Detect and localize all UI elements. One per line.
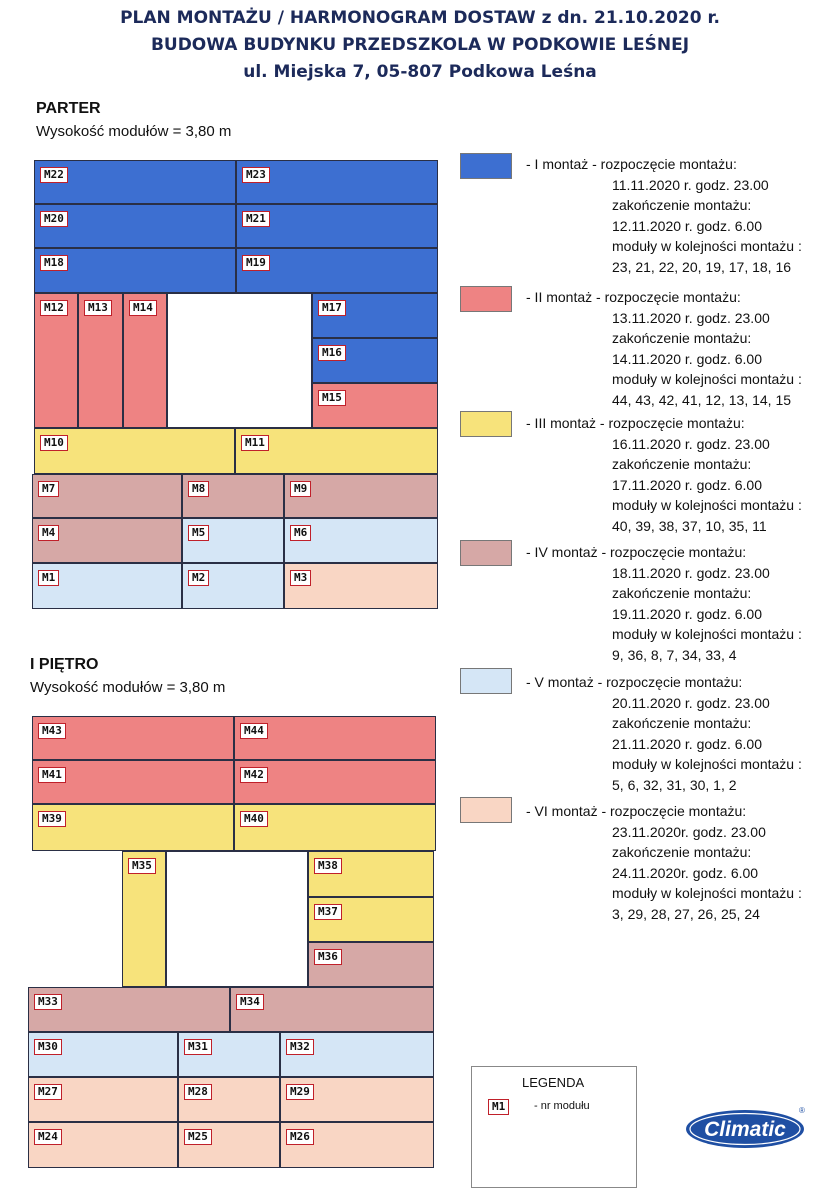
module-tag: M9 <box>290 481 311 497</box>
module-tag: M7 <box>38 481 59 497</box>
module-tag: M12 <box>40 300 68 316</box>
module-tag: M40 <box>240 811 268 827</box>
module-m29 <box>280 1077 434 1122</box>
module-m20 <box>34 204 236 248</box>
module-m31 <box>178 1032 280 1077</box>
phase-iii-end-label: zakończenie montażu: <box>612 456 752 472</box>
module-m35 <box>122 851 166 987</box>
phase-iii-order-label: moduły w kolejności montażu : <box>612 497 802 513</box>
doc-title-line3: ul. Miejska 7, 05-807 Podkowa Leśna <box>243 62 597 82</box>
phase-iv-end-label: zakończenie montażu: <box>612 585 752 601</box>
phase-iv-order-label: moduły w kolejności montażu : <box>612 626 802 642</box>
phase-iv-start: 18.11.2020 r. godz. 23.00 <box>612 564 770 581</box>
module-tag: M28 <box>184 1084 212 1100</box>
module-tag: M8 <box>188 481 209 497</box>
module-m7 <box>32 474 182 518</box>
module-m40 <box>234 804 436 851</box>
module-tag: M41 <box>38 767 66 783</box>
climatic-logo <box>684 1104 810 1152</box>
parter-courtyard <box>167 293 312 428</box>
module-tag: M13 <box>84 300 112 316</box>
phase-iv-swatch <box>460 540 512 566</box>
module-tag: M23 <box>242 167 270 183</box>
doc-title-line2: BUDOWA BUDYNKU PRZEDSZKOLA W PODKOWIE LEŚNEJ <box>150 35 690 55</box>
module-tag: M15 <box>318 390 346 406</box>
phase-v-order: 5, 6, 32, 31, 30, 1, 2 <box>612 776 737 793</box>
phase-vi-line1: - VI montaż - rozpoczęcie montażu: <box>526 803 747 819</box>
module-m17 <box>312 293 438 338</box>
module-tag: M39 <box>38 811 66 827</box>
module-tag: M6 <box>290 525 311 541</box>
phase-i-end: 12.11.2020 r. godz. 6.00 <box>612 217 762 234</box>
module-m28 <box>178 1077 280 1122</box>
phase-vi-order-label: moduły w kolejności montażu : <box>612 885 802 901</box>
module-tag: M10 <box>40 435 68 451</box>
module-m2 <box>182 563 284 609</box>
module-tag: M3 <box>290 570 311 586</box>
phase-iv-text <box>526 542 802 665</box>
module-m32 <box>280 1032 434 1077</box>
phase-i-order-label: moduły w kolejności montażu : <box>612 238 802 254</box>
module-tag: M21 <box>242 211 270 227</box>
module-tag: M44 <box>240 723 268 739</box>
module-tag: M16 <box>318 345 346 361</box>
module-tag: M34 <box>236 994 264 1010</box>
phase-ii-text <box>526 287 802 410</box>
legend-box <box>471 1066 637 1188</box>
legend-sample-tag: M1 <box>488 1099 509 1115</box>
legend-title: LEGENDA <box>522 1075 585 1090</box>
module-m15 <box>312 383 438 428</box>
module-tag: M29 <box>286 1084 314 1100</box>
module-m11 <box>235 428 438 474</box>
module-tag: M37 <box>314 904 342 920</box>
module-m26 <box>280 1122 434 1168</box>
phase-iv-line1: - IV montaż - rozpoczęcie montażu: <box>526 544 747 560</box>
module-tag: M14 <box>129 300 157 316</box>
module-m27 <box>28 1077 178 1122</box>
module-m19 <box>236 248 438 293</box>
module-tag: M35 <box>128 858 156 874</box>
module-m1 <box>32 563 182 609</box>
phase-v-text <box>526 672 802 795</box>
pietro-courtyard <box>166 851 308 987</box>
logo-text: Climatic <box>704 1118 786 1141</box>
module-m39 <box>32 804 234 851</box>
module-m21 <box>236 204 438 248</box>
module-tag: M27 <box>34 1084 62 1100</box>
module-tag: M30 <box>34 1039 62 1055</box>
module-tag: M11 <box>241 435 269 451</box>
phase-v-end-label: zakończenie montażu: <box>612 715 752 731</box>
phase-i-end-label: zakończenie montażu: <box>612 197 752 213</box>
module-m43 <box>32 716 234 760</box>
phase-v-end: 21.11.2020 r. godz. 6.00 <box>612 735 762 752</box>
module-tag: M36 <box>314 949 342 965</box>
phase-vi-start: 23.11.2020r. godz. 23.00 <box>612 823 766 840</box>
phase-i-start: 11.11.2020 r. godz. 23.00 <box>612 176 769 193</box>
phase-vi-end-label: zakończenie montażu: <box>612 844 752 860</box>
phase-iv-end: 19.11.2020 r. godz. 6.00 <box>612 605 762 622</box>
phase-ii-order: 44, 43, 42, 41, 12, 13, 14, 15 <box>612 391 792 408</box>
phase-vi-order: 3, 29, 28, 27, 26, 25, 24 <box>612 905 760 922</box>
module-m42 <box>234 760 436 804</box>
module-tag: M18 <box>40 255 68 271</box>
module-m30 <box>28 1032 178 1077</box>
phase-vi-end: 24.11.2020r. godz. 6.00 <box>612 864 759 881</box>
phase-iii-text <box>526 413 802 536</box>
module-m3 <box>284 563 438 609</box>
module-tag: M24 <box>34 1129 62 1145</box>
module-tag: M25 <box>184 1129 212 1145</box>
phase-i-swatch <box>460 153 512 179</box>
pietro-height: Wysokość modułów = 3,80 m <box>30 679 226 696</box>
module-m41 <box>32 760 234 804</box>
phase-ii-line1: - II montaż - rozpoczęcie montażu: <box>526 289 741 305</box>
module-m22 <box>34 160 236 204</box>
phase-iii-end: 17.11.2020 r. godz. 6.00 <box>612 476 762 493</box>
parter-title: PARTER <box>36 100 101 117</box>
module-m13 <box>78 293 123 428</box>
doc-title-line1: PLAN MONTAŻU / HARMONOGRAM DOSTAW z dn. 21.10.2020 r. <box>120 8 720 28</box>
phase-v-order-label: moduły w kolejności montażu : <box>612 756 802 772</box>
phase-ii-end: 14.11.2020 r. godz. 6.00 <box>612 350 762 367</box>
phase-iii-start: 16.11.2020 r. godz. 23.00 <box>612 435 770 452</box>
module-m33 <box>28 987 230 1032</box>
module-m12 <box>34 293 78 428</box>
module-tag: M26 <box>286 1129 314 1145</box>
module-m4 <box>32 518 182 563</box>
phase-vi-text <box>526 801 802 924</box>
module-m25 <box>178 1122 280 1168</box>
module-tag: M42 <box>240 767 268 783</box>
module-tag: M19 <box>242 255 270 271</box>
phase-v-swatch <box>460 668 512 694</box>
module-tag: M20 <box>40 211 68 227</box>
phase-vi-swatch <box>460 797 512 823</box>
phase-v-start: 20.11.2020 r. godz. 23.00 <box>612 694 770 711</box>
module-m23 <box>236 160 438 204</box>
module-m10 <box>34 428 235 474</box>
module-tag: M4 <box>38 525 59 541</box>
module-m5 <box>182 518 284 563</box>
phase-ii-swatch <box>460 286 512 312</box>
phase-i-order: 23, 21, 22, 20, 19, 17, 18, 16 <box>612 258 792 275</box>
module-tag: M1 <box>38 570 59 586</box>
phase-i-text <box>526 154 802 277</box>
module-m38 <box>308 851 434 897</box>
phase-iv-order: 9, 36, 8, 7, 34, 33, 4 <box>612 646 737 663</box>
module-tag: M32 <box>286 1039 314 1055</box>
module-m6 <box>284 518 438 563</box>
module-m18 <box>34 248 236 293</box>
parter-height: Wysokość modułów = 3,80 m <box>36 123 232 140</box>
phase-ii-order-label: moduły w kolejności montażu : <box>612 371 802 387</box>
module-m9 <box>284 474 438 518</box>
module-tag: M38 <box>314 858 342 874</box>
module-m44 <box>234 716 436 760</box>
module-tag: M22 <box>40 167 68 183</box>
module-m36 <box>308 942 434 987</box>
phase-i-line1: - I montaż - rozpoczęcie montażu: <box>526 156 737 172</box>
phase-iii-swatch <box>460 411 512 437</box>
phase-v-line1: - V montaż - rozpoczęcie montażu: <box>526 674 743 690</box>
module-tag: M5 <box>188 525 209 541</box>
phase-ii-end-label: zakończenie montażu: <box>612 330 752 346</box>
module-m16 <box>312 338 438 383</box>
module-tag: M17 <box>318 300 346 316</box>
module-tag: M43 <box>38 723 66 739</box>
module-m14 <box>123 293 167 428</box>
phase-iii-order: 40, 39, 38, 37, 10, 35, 11 <box>612 517 767 534</box>
module-tag: M31 <box>184 1039 212 1055</box>
phase-iii-line1: - III montaż - rozpoczęcie montażu: <box>526 415 745 431</box>
pietro-title: I PIĘTRO <box>30 656 99 673</box>
module-m24 <box>28 1122 178 1168</box>
module-m37 <box>308 897 434 942</box>
module-m34 <box>230 987 434 1032</box>
logo-registered-mark: ® <box>799 1106 805 1115</box>
module-tag: M2 <box>188 570 209 586</box>
module-m8 <box>182 474 284 518</box>
module-tag: M33 <box>34 994 62 1010</box>
legend-description: - nr modułu <box>534 1100 590 1112</box>
phase-ii-start: 13.11.2020 r. godz. 23.00 <box>612 309 770 326</box>
